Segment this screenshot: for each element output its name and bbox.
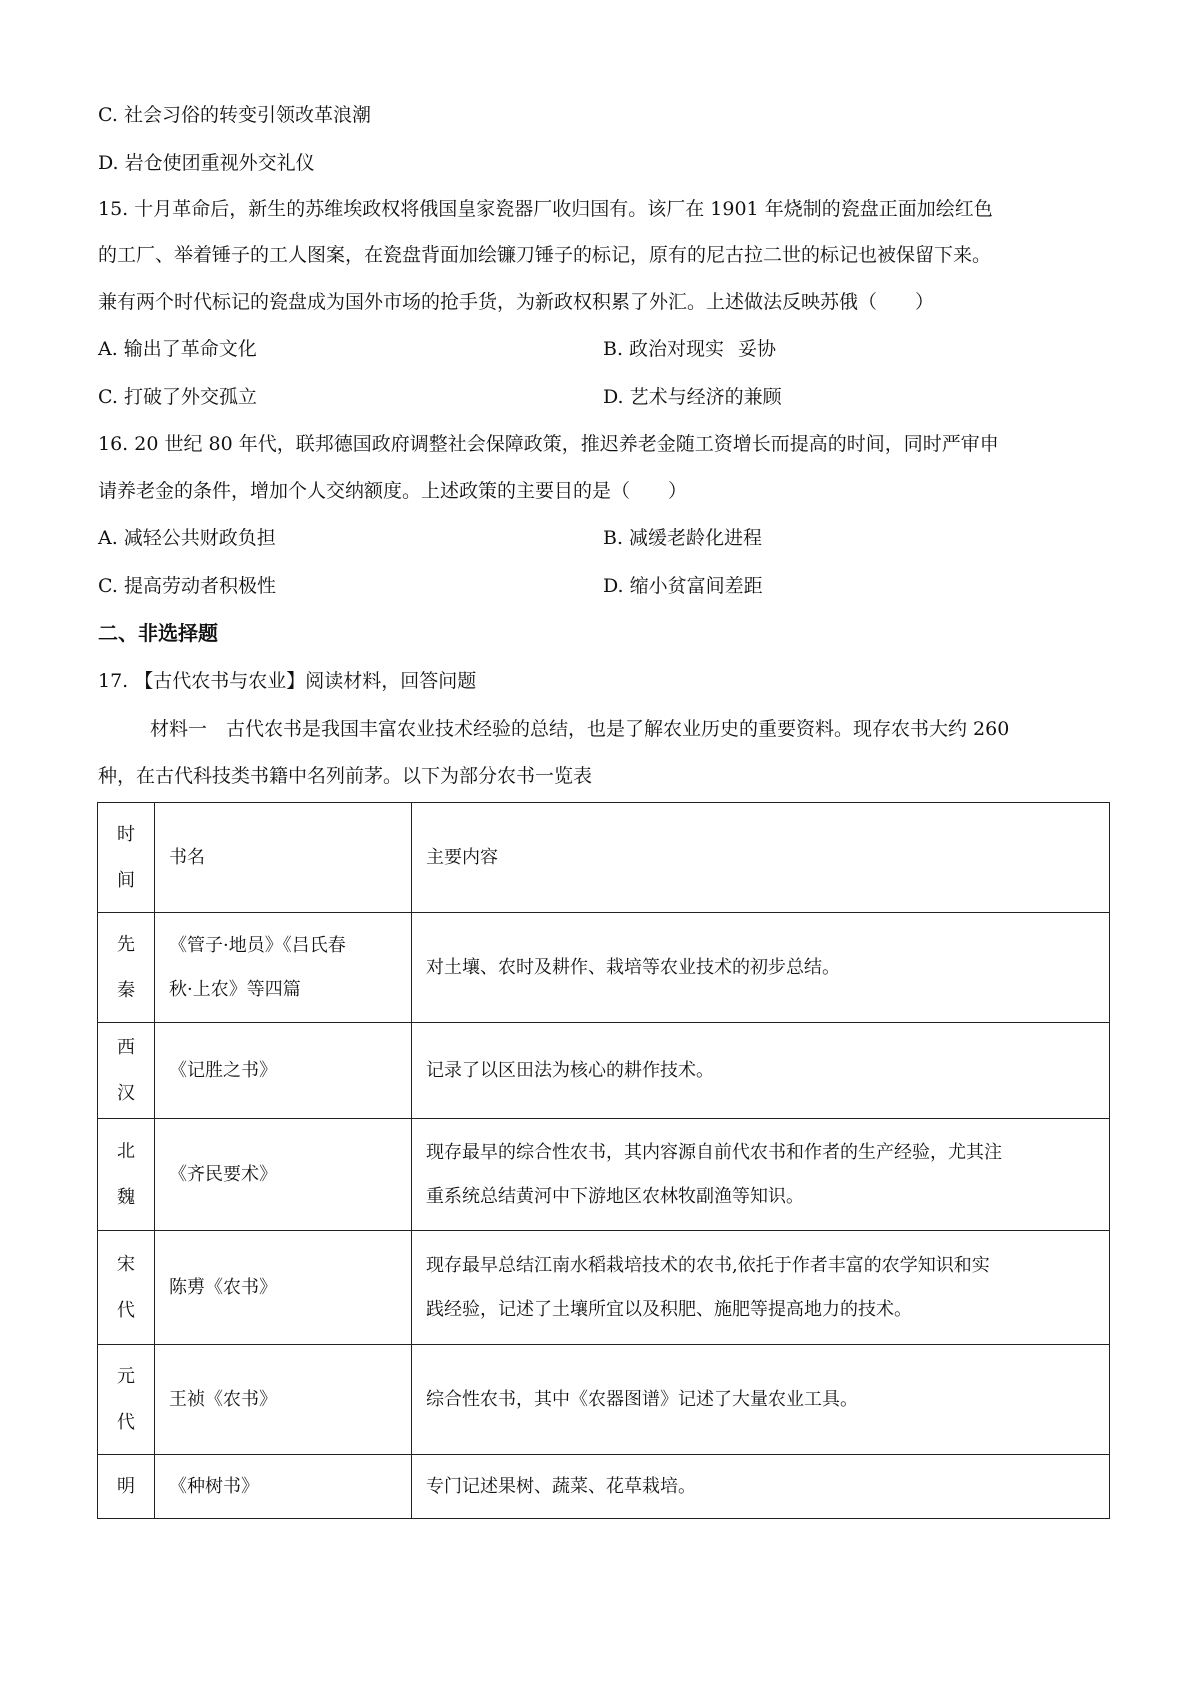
row-time-char: 宋 (117, 1253, 135, 1275)
q16-option-a: A. 减轻公共财政负担 (98, 527, 276, 549)
table-header-row (98, 803, 1110, 913)
header-content: 主要内容 (412, 803, 1110, 913)
row-book (155, 1231, 412, 1345)
q15-option-c: C. 打破了外交孤立 (98, 386, 257, 408)
row-content-line: 践经验，记述了土壤所宜以及积肥、施肥等提高地力的技术。 (426, 1298, 912, 1320)
row-content (412, 1119, 1110, 1231)
table-row (98, 1023, 1110, 1119)
q15-option-d: D. 艺术与经济的兼顾 (603, 386, 782, 408)
header-time (98, 803, 155, 913)
row-book-line: 王祯《农书》 (169, 1388, 277, 1410)
header-time-char: 时 (117, 823, 135, 845)
table-row (98, 913, 1110, 1023)
row-time (98, 1345, 155, 1455)
row-time-char: 汉 (117, 1082, 135, 1104)
row-book (155, 913, 412, 1023)
row-book-line: 陈旉《农书》 (169, 1276, 277, 1298)
row-time-char: 元 (117, 1365, 135, 1387)
q15-stem-line-2: 的工厂、举着锤子的工人图案，在瓷盘背面加绘镰刀锤子的标记，原有的尼古拉二世的标记也被保留下来。 (98, 244, 992, 266)
row-content-line: 专门记述果树、蔬菜、花草栽培。 (426, 1475, 696, 1497)
table-row (98, 1119, 1110, 1231)
row-time (98, 1023, 155, 1119)
q15-option-b (603, 336, 776, 362)
row-content-line: 重系统总结黄河中下游地区农林牧副渔等知识。 (426, 1185, 804, 1207)
header-time-char: 间 (117, 869, 135, 891)
row-time-char: 明 (117, 1475, 135, 1497)
row-content-line: 记录了以区田法为核心的耕作技术。 (426, 1059, 714, 1081)
row-time-char: 代 (117, 1299, 135, 1321)
q16-option-c: C. 提高劳动者积极性 (98, 575, 276, 597)
row-content (412, 913, 1110, 1023)
row-book-line: 《齐民要术》 (169, 1163, 277, 1185)
row-content-line: 现存最早总结江南水稻栽培技术的农书,依托于作者丰富的农学知识和实 (426, 1254, 990, 1276)
row-time-char: 秦 (117, 979, 135, 1001)
row-time-char: 魏 (117, 1186, 135, 1208)
q16-option-d: D. 缩小贫富间差距 (603, 575, 763, 597)
q15-option-b-part2: 妥协 (738, 338, 777, 360)
row-content (412, 1231, 1110, 1345)
row-content-line: 对土壤、农时及耕作、栽培等农业技术的初步总结。 (426, 956, 840, 978)
row-book-line: 《记胜之书》 (169, 1059, 277, 1081)
q15-option-a: A. 输出了革命文化 (98, 338, 257, 360)
row-content-line: 现存最早的综合性农书，其内容源自前代农书和作者的生产经验，尤其注 (426, 1141, 1002, 1163)
q15-option-b-part1: B. 政治对现实 (603, 338, 725, 360)
row-time-char: 西 (117, 1036, 135, 1058)
table-row (98, 1231, 1110, 1345)
row-book (155, 1023, 412, 1119)
header-book: 书名 (155, 803, 412, 913)
row-time (98, 1231, 155, 1345)
row-time (98, 1455, 155, 1519)
row-book-line: 《管子·地员》《吕氏春 (169, 934, 346, 956)
row-content (412, 1345, 1110, 1455)
section-title: 二、非选择题 (98, 621, 218, 645)
row-content (412, 1455, 1110, 1519)
q17-title: 17. 【古代农书与农业】阅读材料，回答问题 (98, 670, 477, 692)
agricultural-books-table (97, 802, 1110, 1519)
q17-material-line-1: 材料一 古代农书是我国丰富农业技术经验的总结，也是了解农业历史的重要资料。现存农书大约 260 (150, 718, 1010, 740)
row-book (155, 1455, 412, 1519)
row-book (155, 1119, 412, 1231)
row-time (98, 913, 155, 1023)
row-time-char: 先 (117, 933, 135, 955)
q17-material-line-2: 种，在古代科技类书籍中名列前茅。以下为部分农书一览表 (98, 765, 593, 787)
row-book-line: 秋·上农》等四篇 (169, 978, 301, 1000)
row-time (98, 1119, 155, 1231)
option-c-prev: C. 社会习俗的转变引领改革浪潮 (98, 104, 371, 126)
option-d-prev: D. 岩仓使团重视外交礼仪 (98, 152, 315, 174)
q15-stem-line-3: 兼有两个时代标记的瓷盘成为国外市场的抢手货，为新政权积累了外汇。上述做法反映苏俄（ ） (98, 291, 935, 313)
q15-stem-line-1: 15. 十月革命后，新生的苏维埃政权将俄国皇家瓷器厂收归国有。该厂在 1901 年烧制的瓷盘正面加绘红色 (98, 198, 993, 220)
row-book-line: 《种树书》 (169, 1475, 259, 1497)
table-row (98, 1455, 1110, 1519)
row-book (155, 1345, 412, 1455)
q16-stem-line-1: 16. 20 世纪 80 年代，联邦德国政府调整社会保障政策，推迟养老金随工资增长而提高的时间，同时严审申 (98, 433, 999, 455)
row-content (412, 1023, 1110, 1119)
q16-option-b: B. 减缓老龄化进程 (603, 527, 763, 549)
row-content-line: 综合性农书，其中《农器图谱》记述了大量农业工具。 (426, 1388, 858, 1410)
row-time-char: 北 (117, 1140, 135, 1162)
q16-stem-line-2: 请养老金的条件，增加个人交纳额度。上述政策的主要目的是（ ） (98, 480, 688, 502)
row-time-char: 代 (117, 1411, 135, 1433)
table-row (98, 1345, 1110, 1455)
